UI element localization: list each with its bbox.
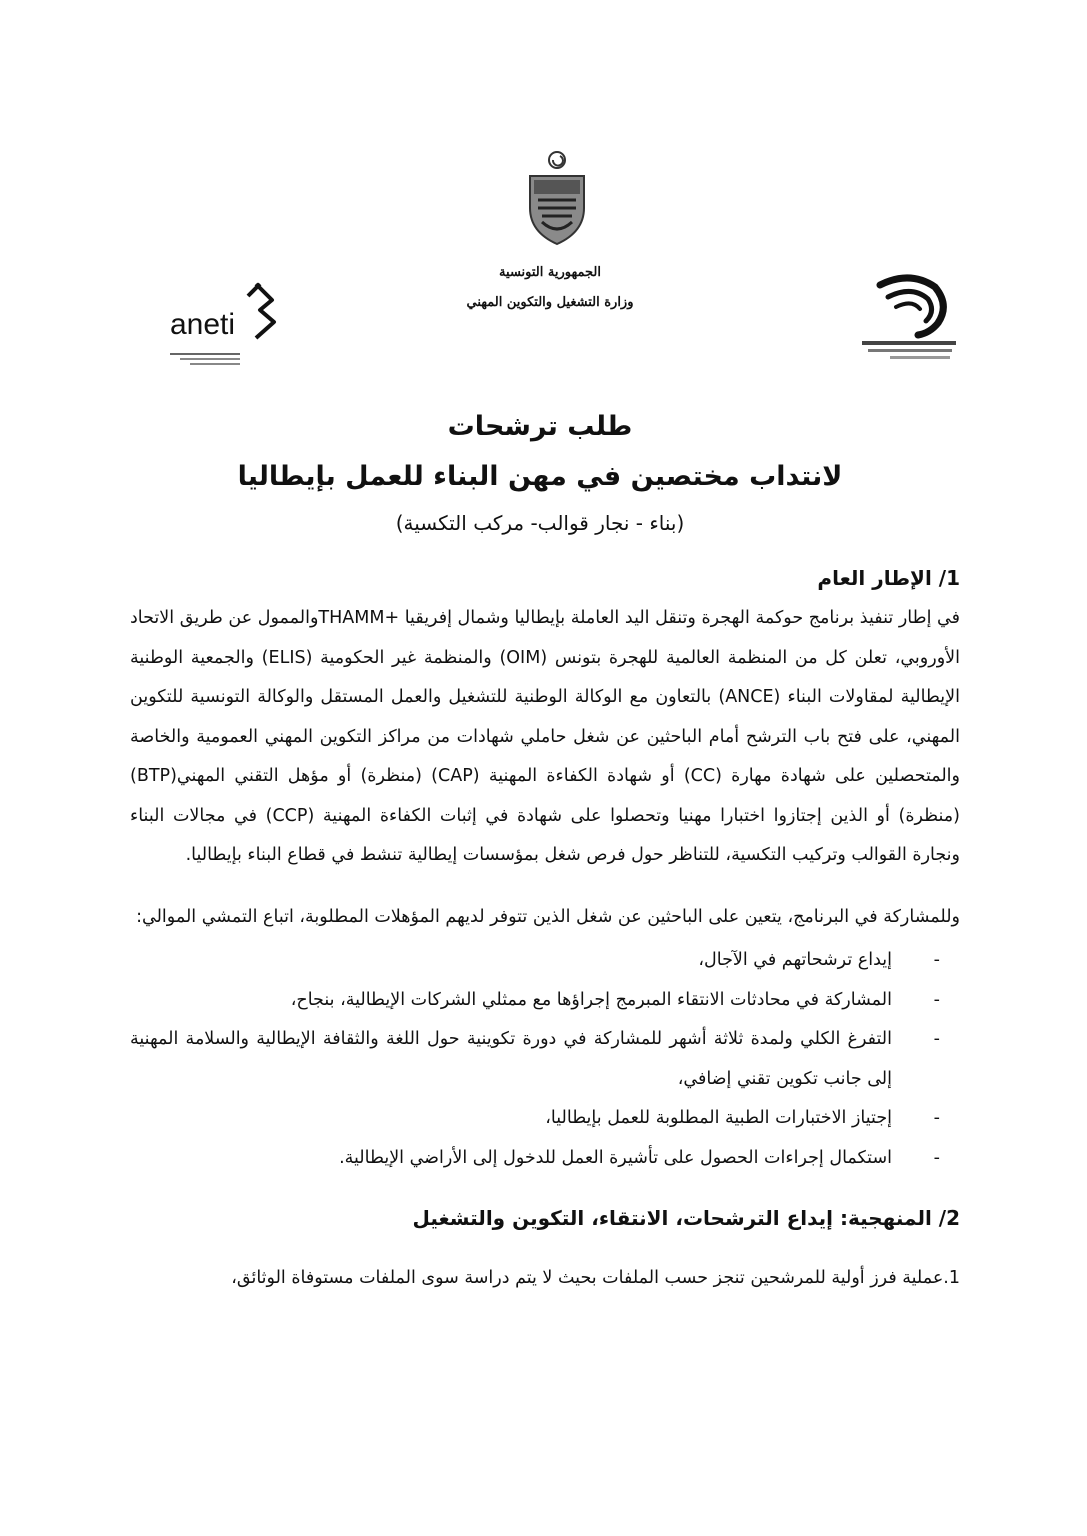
list-item-text: المشاركة في محادثات الانتقاء المبرمج إجراؤها مع ممثلي الشركات الإيطالية، بنجاح، xyxy=(290,989,892,1010)
document-subtitle: لانتداب مختصين في مهن البناء للعمل بإيطاليا xyxy=(237,461,843,492)
section2-item1: 1.عملية فرز أولية للمرشحين تنجز حسب الملفات بحيث لا يتم دراسة سوى الملفات مستوفاة الوثائق، xyxy=(231,1268,960,1288)
list-item xyxy=(130,981,960,1021)
atfp-logo xyxy=(860,265,970,365)
requirements-list xyxy=(130,941,960,1178)
ministry-name: وزارة التشغيل والتكوين المهني xyxy=(466,295,634,310)
section1-paragraph1: في إطار تنفيذ برنامج حوكمة الهجرة وتنقل اليد العاملة بإيطاليا وشمال إفريقيا +THAMMوالممول عن طريق الاتحاد الأوروبي، تعلن كل من المنظمة العالمية للهجرة بتونس (OIM) والمنظمة غير الحكومية (ELIS) والجمعية الوطنية الإيطالية لمقاولات البناء (ANCE) بالتعاون مع الوكالة الوطنية للتشغيل والعمل المستقل والوكالة التونسية للتكوين المهني، على فتح باب الترشح أمام الباحثين عن شغل حاملي شهادات من مراكز التكوين المهني العمومية والخاصة والمتحصلين على شهادة مهارة (CC) أو شهادة الكفاءة المهنية (CAP) (منظرة) أو مؤهل التقني المهني(BTP) (منظرة) أو الذين إجتازوا اختبارا مهنيا وتحصلوا على شهادة في إثبات الكفاءة المهنية (CCP) في مجالات البناء ونجارة القوالب وتركيب التكسية، للتناظر حول فرص شغل بمؤسسات إيطالية تنشط في قطاع البناء بإيطاليا. xyxy=(130,608,960,865)
tunisia-emblem-icon xyxy=(520,148,594,248)
trades-list: (بناء - نجار قوالب- مركب التكسية) xyxy=(395,511,685,535)
section1-paragraph2: وللمشاركة في البرنامج، يتعين على الباحثين عن شغل الذين تتوفر لديهم المؤهلات المطلوبة، اتباع التمشي الموالي: xyxy=(136,906,960,927)
republic-name: الجمهورية التونسية xyxy=(499,265,601,280)
section2-heading: 2/ المنهجية: إيداع الترشحات، الانتقاء، التكوين والتشغيل xyxy=(412,1206,960,1230)
bullet-marker: - xyxy=(933,989,940,1010)
bullet-marker: - xyxy=(933,1029,940,1049)
title-block xyxy=(140,405,940,543)
bullet-marker: - xyxy=(933,1147,940,1168)
document-body xyxy=(130,560,960,1296)
aneti-subtitle xyxy=(160,350,270,367)
list-item xyxy=(130,1020,960,1099)
document-title: طلب ترشحات xyxy=(447,411,633,442)
aneti-logo-text: aneti xyxy=(170,308,236,341)
bullet-marker: - xyxy=(933,1108,940,1128)
list-item xyxy=(130,1139,960,1179)
list-item-text: إيداع ترشحاتهم في الآجال، xyxy=(698,950,892,970)
bullet-marker: - xyxy=(933,950,940,970)
list-item-text: إجتياز الاختبارات الطبية المطلوبة للعمل بإيطاليا، xyxy=(545,1108,892,1128)
ministry-header xyxy=(440,258,660,318)
list-item-text: التفرغ الكلي ولمدة ثلاثة أشهر للمشاركة في دورة تكوينية حول اللغة والثقافة الإيطالية والسلامة المهنية إلى جانب تكوين تقني إضافي، xyxy=(130,1029,892,1089)
section1-heading: 1/ الإطار العام xyxy=(817,566,960,590)
list-item xyxy=(130,941,960,981)
list-item xyxy=(130,1099,960,1139)
list-item-text: استكمال إجراءات الحصول على تأشيرة العمل للدخول إلى الأراضي الإيطالية. xyxy=(339,1147,892,1168)
